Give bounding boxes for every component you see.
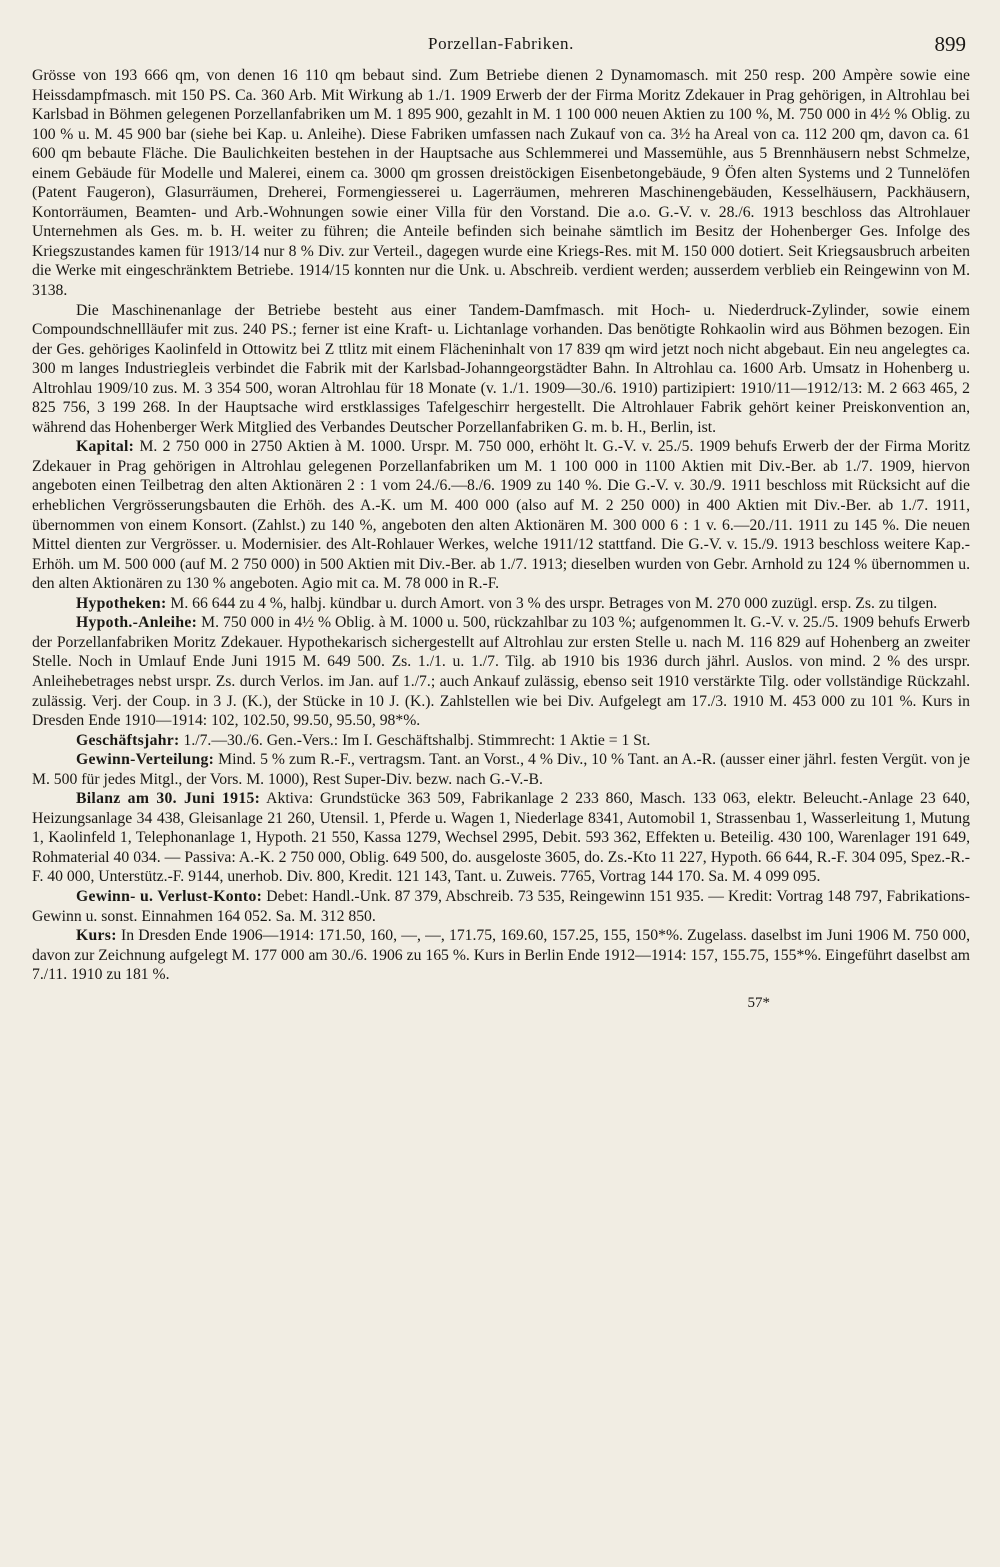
paragraph-text: M. 66 644 zu 4 %, halbj. kündbar u. durch Amort. von 3 % des urspr. Betrages von M. 270 000 zuzügl. ersp. Zs. zu tilgen. (170, 594, 938, 612)
paragraph-text: M. 2 750 000 in 2750 Aktien à M. 1000. Urspr. M. 750 000, erhöht lt. G.-V. v. 25./5. 1909 behufs Erwerb der der Firma Moritz Zdekauer in Prag gehörigen in Altrohlau gelegenen Porzellanfabriken um M. 1 100 000 in 1100 Aktien mit Div.-Ber. ab 1./7. 1909, hiervon angeboten einen Teilbetrag den alten Aktionären 2 : 1 vom 24./6.—8./6. 1909 zu 140 %. Die G.-V. v. 30./9. 1911 beschloss mit Rücksicht auf die erheblichen Vergrösserungsbauten die Erhöh. des A.-K. um M. 400 000 (also auf M. 2 250 000) in 400 Aktien mit Div.-Ber. ab 1./7. 1911, übernommen von einem Konsort. (Zahlst.) zu 140 %, angeboten den alten Aktionären M. 300 000 6 : 1 v. 6.—20./11. 1911 zu 145 %. Die neuen Mittel dienten zur Vergrösser. u. Modernisier. des Alt-Rohlauer Werkes, welche 1911/12 stattfand. Die G.-V. v. 15./9. 1913 beschloss weitere Kap.-Erhöh. um M. 500 000 (auf M. 2 750 000) in 500 Aktien mit Div.-Ber. ab 1./7. 1913; dieselben wurden von Gebr. Arnhold zu 124 % übernommen u. den alten Aktionären zu 130 % angeboten. Agio mit ca. M. 78 000 in R.-F. (32, 438, 971, 593)
paragraph-bilanz (32, 789, 970, 887)
section-lead-gewinn-verlust: Gewinn- u. Verlust-Konto: (76, 887, 263, 905)
paragraph-text: 1./7.—30./6. Gen.-Vers.: Im I. Geschäftshalbj. Stimmrecht: 1 Aktie = 1 St. (183, 731, 651, 749)
paragraph-machinery (32, 301, 970, 438)
section-lead-kapital: Kapital: (76, 438, 135, 456)
running-title: Porzellan-Fabriken. (428, 34, 574, 53)
page-header (32, 24, 970, 54)
section-lead-bilanz: Bilanz am 30. Juni 1915: (76, 790, 261, 808)
paragraph-intro (32, 66, 970, 301)
paragraph-text: Aktiva: Grundstücke 363 509, Fabrikanlage 2 233 860, Masch. 133 063, elektr. Beleucht.-Anlage 23 640, Heizungsanlage 34 438, Gleisanlage 21 260, Utensil. 1, Pferde u. Wagen 1, Niederlage 8341, Automobil 1, Strassenbau 1, Wasserleitung 1, Mutung 1, Kaolinfeld 1, Telephonanlage 1, Hypoth. 21 550, Kassa 1279, Wechsel 2995, Debit. 593 362, Effekten u. Beteilig. 430 100, Warenlager 191 649, Rohmaterial 40 034. — Passiva: A.-K. 2 750 000, Oblig. 649 500, do. ausgeloste 3605, do. Zs.-Kto 11 227, Hypoth. 66 644, R.-F. 304 095, Spez.-R.-F. 40 000, Unterstütz.-F. 9144, unerhob. Div. 800, Kredit. 121 143, Tant. u. Zuweis. 7765, Vortrag 144 170. Sa. M. 4 099 095. (32, 790, 970, 886)
page-number: 899 (934, 32, 966, 56)
section-lead-hypoth-anleihe: Hypoth.-Anleihe: (76, 614, 198, 632)
paragraph-text: M. 750 000 in 4½ % Oblig. à M. 1000 u. 500, rückzahlbar zu 103 %; aufgenommen lt. G.-V. v. 25./5. 1909 behufs Erwerb der Porzellanfabriken Moritz Zdekauer. Hypothekarisch sichergestellt auf Altrohlau zur ersten Stelle u. nach M. 116 829 auf Hohenberg an zweiter Stelle. Noch in Umlauf Ende Juni 1915 M. 649 500. Zs. 1./1. u. 1./7. Tilg. ab 1910 bis 1936 durch jährl. Auslos. von mind. 2 % des urspr. Anleihebetrages nebst urspr. Zs. durch Verlos. im Jan. auf 1./7.; auch Ankauf zulässig, ebenso seit 1910 verstärkte Tilg. oder vollständige Rückzahl. zulässig. Verj. der Coup. in 3 J. (K.), der Stücke in 10 J. (K.). Zahlstellen wie bei Div. Aufgelegt am 17./3. 1910 M. 453 000 zu 101 %. Kurs in Dresden Ende 1910—1914: 102, 102.50, 99.50, 95.50, 98*%. (32, 614, 970, 730)
paragraph-text: Mind. 5 % zum R.-F., vertragsm. Tant. an Vorst., 4 % Div., 10 % Tant. an A.-R. (ausser einer jährl. festen Vergüt. von je M. 500 für jedes Mitgl., der Vors. M. 1000), Rest Super-Div. bezw. nach G.-V.-B. (32, 751, 970, 788)
paragraph-kapital (32, 437, 970, 593)
paragraph-gewinn-verlust (32, 887, 970, 926)
paragraph-text: In Dresden Ende 1906—1914: 171.50, 160, —, —, 171.75, 169.60, 157.25, 155, 150*%. Zugelass. daselbst im Juni 1906 M. 750 000, davon zur Zeichnung aufgelegt M. 177 000 am 30./6. 1906 zu 165 %. Kurs in Berlin Ende 1912—1914: 157, 155.75, 155*%. Eingeführt daselbst am 7./11. 1910 zu 181 %. (32, 927, 971, 984)
section-lead-gewinn-verteilung: Gewinn-Verteilung: (76, 751, 215, 769)
paragraph-geschaeftsjahr (32, 731, 970, 751)
paragraph-kurs (32, 926, 970, 985)
paragraph-text: Die Maschinenanlage der Betriebe besteht aus einer Tandem-Damfmasch. mit Hoch- u. Niederdruck-Zylinder, sowie einem Compoundschnellläufer mit zus. 240 PS.; ferner ist eine Kraft- u. Lichtanlage vorhanden. Das benötigte Rohkaolin wird aus Böhmen bezogen. Ein der Ges. gehöriges Kaolinfeld in Ottowitz bei Z ttlitz mit einem Flächeninhalt von 17 839 qm wird jetzt noch nicht abgebaut. Ein neu angelegtes ca. 300 m langes Industriegleis verbindet die Fabrik mit der Karlsbad-Johanngeorgstädter Bahn. In Altrohlau ca. 1600 Arb. Umsatz in Hohenberg u. Altrohlau 1909/10 zus. M. 3 354 500, woran Altrohlau für 18 Monate (v. 1./1. 1909—30./6. 1910) partizipiert: 1910/11—1912/13: M. 2 663 465, 2 825 756, 3 199 268. In der Hauptsache wird erstklassiges Tafelgeschirr hergestellt. Die Altrohlauer Fabrik gehört keiner Preiskonvention an, während das Hohenberger Werk Mitglied des Verbandes Deutscher Porzellanfabriken G. m. b. H., Berlin, ist. (32, 301, 970, 436)
section-lead-hypotheken: Hypotheken: (76, 594, 167, 612)
signature-mark: 57* (747, 994, 770, 1011)
section-lead-kurs: Kurs: (76, 927, 117, 945)
body-text (32, 66, 970, 985)
paragraph-text: Grösse von 193 666 qm, von denen 16 110 qm bebaut sind. Zum Betriebe dienen 2 Dynamomasch. mit 250 resp. 200 Ampère sowie eine Heissdampfmasch. mit 150 PS. Ca. 360 Arb. Mit Wirkung ab 1./1. 1909 Erwerb der der Firma Moritz Zdekauer in Prag gehörigen, in Altrohlau bei Karlsbad in Böhmen gelegenen Porzellanfabriken um M. 1 895 900, gezahlt in M. 1 100 000 neuen Aktien zu 100 %, M. 750 000 in 4½ % Oblig. zu 100 % u. M. 45 900 bar (siehe bei Kap. u. Anleihe). Diese Fabriken umfassen nach Zukauf von ca. 3½ ha Areal von ca. 112 200 qm, davon ca. 61 600 qm bebaute Fläche. Die Baulichkeiten bestehen in der Hauptsache aus Schlemmerei und Massemühle, aus 5 Brennhäusern nebst Schmelze, einem Gebäude für Modelle und Malerei, einem ca. 3000 qm grossen dreistöckigen Eisenbetongebäude, 9 Öfen alten Systems und 2 Tunnelöfen (Patent Faugeron), Glasurräumen, Dreherei, Formengiesserei u. Lagerräumen, mehreren Maschinengebäuden, Kesselhäusern, Packhäusern, Kontorräumen, Beamten- und Arb.-Wohnungen sowie einer Villa für den Vorstand. Die a.o. G.-V. v. 28./6. 1913 beschloss das Altrohlauer Unternehmen als Ges. m. b. H. weiter zu führen; die Anteile befinden sich beinahe sämtlich im Besitz der Hohenberger Ges. Infolge des Kriegszustandes kamen für 1913/14 nur 8 % Div. zur Verteil., dagegen wurde eine Kriegs-Res. mit M. 150 000 dotiert. Seit Kriegsausbruch arbeiten die Werke mit eingeschränktem Betriebe. 1914/15 konnten nur die Unk. u. Abschreib. verdient werden; ausserdem verblieb ein Reingewinn von M. 3138. (32, 67, 970, 300)
paragraph-text: Debet: Handl.-Unk. 87 379, Abschreib. 73 535, Reingewinn 151 935. — Kredit: Vortrag 148 797, Fabrikations-Gewinn u. sonst. Einnahmen 164 052. Sa. M. 312 850. (32, 887, 970, 925)
paragraph-gewinn-verteilung (32, 750, 970, 789)
paragraph-hypoth-anleihe (32, 613, 970, 730)
section-lead-geschaeftsjahr: Geschäftsjahr: (76, 731, 180, 749)
paragraph-hypotheken (32, 594, 970, 614)
